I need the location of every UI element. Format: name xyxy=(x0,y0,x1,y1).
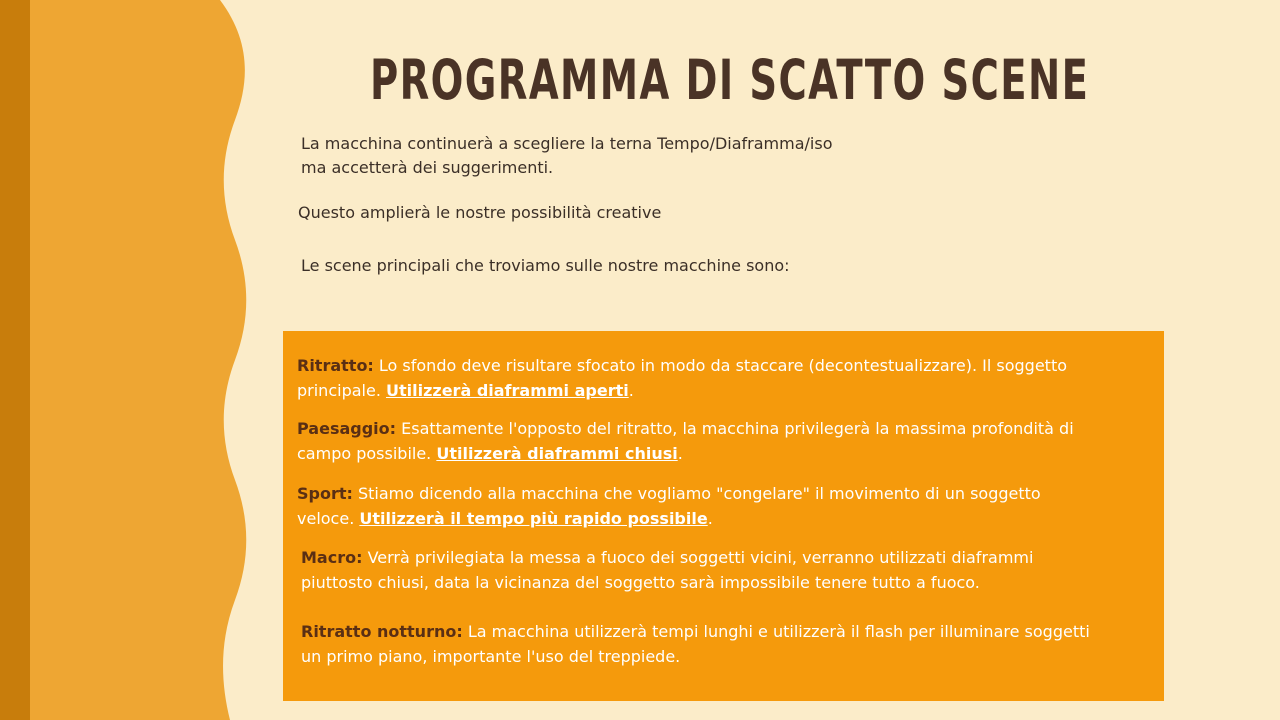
intro-line-1: La macchina continuerà a scegliere la terna Tempo/Diaframma/iso xyxy=(301,134,833,153)
creative-possibilities-text: Questo amplierà le nostre possibilità creative xyxy=(298,203,662,222)
scene-text-line-1: Verrà privilegiata la messa a fuoco dei soggetti vicini, verranno utilizzati diaframmi xyxy=(362,548,1034,567)
scenes-box xyxy=(283,331,1164,701)
scene-text-line-2: veloce. xyxy=(297,509,360,528)
scene-text-line-1: Stiamo dicendo alla macchina che vogliamo "congelare" il movimento di un soggetto xyxy=(352,484,1041,503)
scene-text-line-1: La macchina utilizzerà tempi lunghi e utilizzerà il flash per illuminare soggetti xyxy=(462,622,1090,641)
scene-term: Ritratto: xyxy=(297,356,374,375)
scene-term: Ritratto notturno: xyxy=(301,622,463,641)
scene-highlight: Utilizzerà diaframmi chiusi xyxy=(436,444,678,463)
intro-text xyxy=(301,132,832,180)
scene-macro xyxy=(301,545,1159,595)
scene-tail: . xyxy=(628,381,634,400)
scene-ritratto-notturno xyxy=(301,619,1159,669)
scene-tail: . xyxy=(707,509,713,528)
scene-text-line-2: principale. xyxy=(297,381,386,400)
scene-text-line-1: Lo sfondo deve risultare sfocato in modo da staccare (decontestualizzare). Il soggetto xyxy=(373,356,1068,375)
scene-text-line-2: un primo piano, importante l'uso del treppiede. xyxy=(301,647,681,666)
scene-paesaggio xyxy=(297,416,1159,466)
scene-text-line-2: campo possibile. xyxy=(297,444,437,463)
scene-term: Paesaggio: xyxy=(297,419,397,438)
decorative-wave-band xyxy=(0,0,260,720)
scene-text-line-1: Esattamente l'opposto del ritratto, la macchina privilegerà la massima profondità di xyxy=(396,419,1074,438)
scene-term: Macro: xyxy=(301,548,363,567)
scene-term: Sport: xyxy=(297,484,353,503)
intro-line-2: ma accetterà dei suggerimenti. xyxy=(301,158,554,177)
scene-text-line-2: piuttosto chiusi, data la vicinanza del soggetto sarà impossibile tenere tutto a fuoco. xyxy=(301,573,980,592)
scene-highlight: Utilizzerà diaframmi aperti xyxy=(385,381,629,400)
scene-ritratto xyxy=(297,353,1159,403)
scene-highlight: Utilizzerà il tempo più rapido possibile xyxy=(359,509,708,528)
scene-tail: . xyxy=(677,444,683,463)
scene-sport xyxy=(297,481,1159,531)
slide-title: PROGRAMMA DI SCATTO SCENE xyxy=(370,48,1090,112)
main-scenes-text: Le scene principali che troviamo sulle nostre macchine sono: xyxy=(301,256,790,275)
